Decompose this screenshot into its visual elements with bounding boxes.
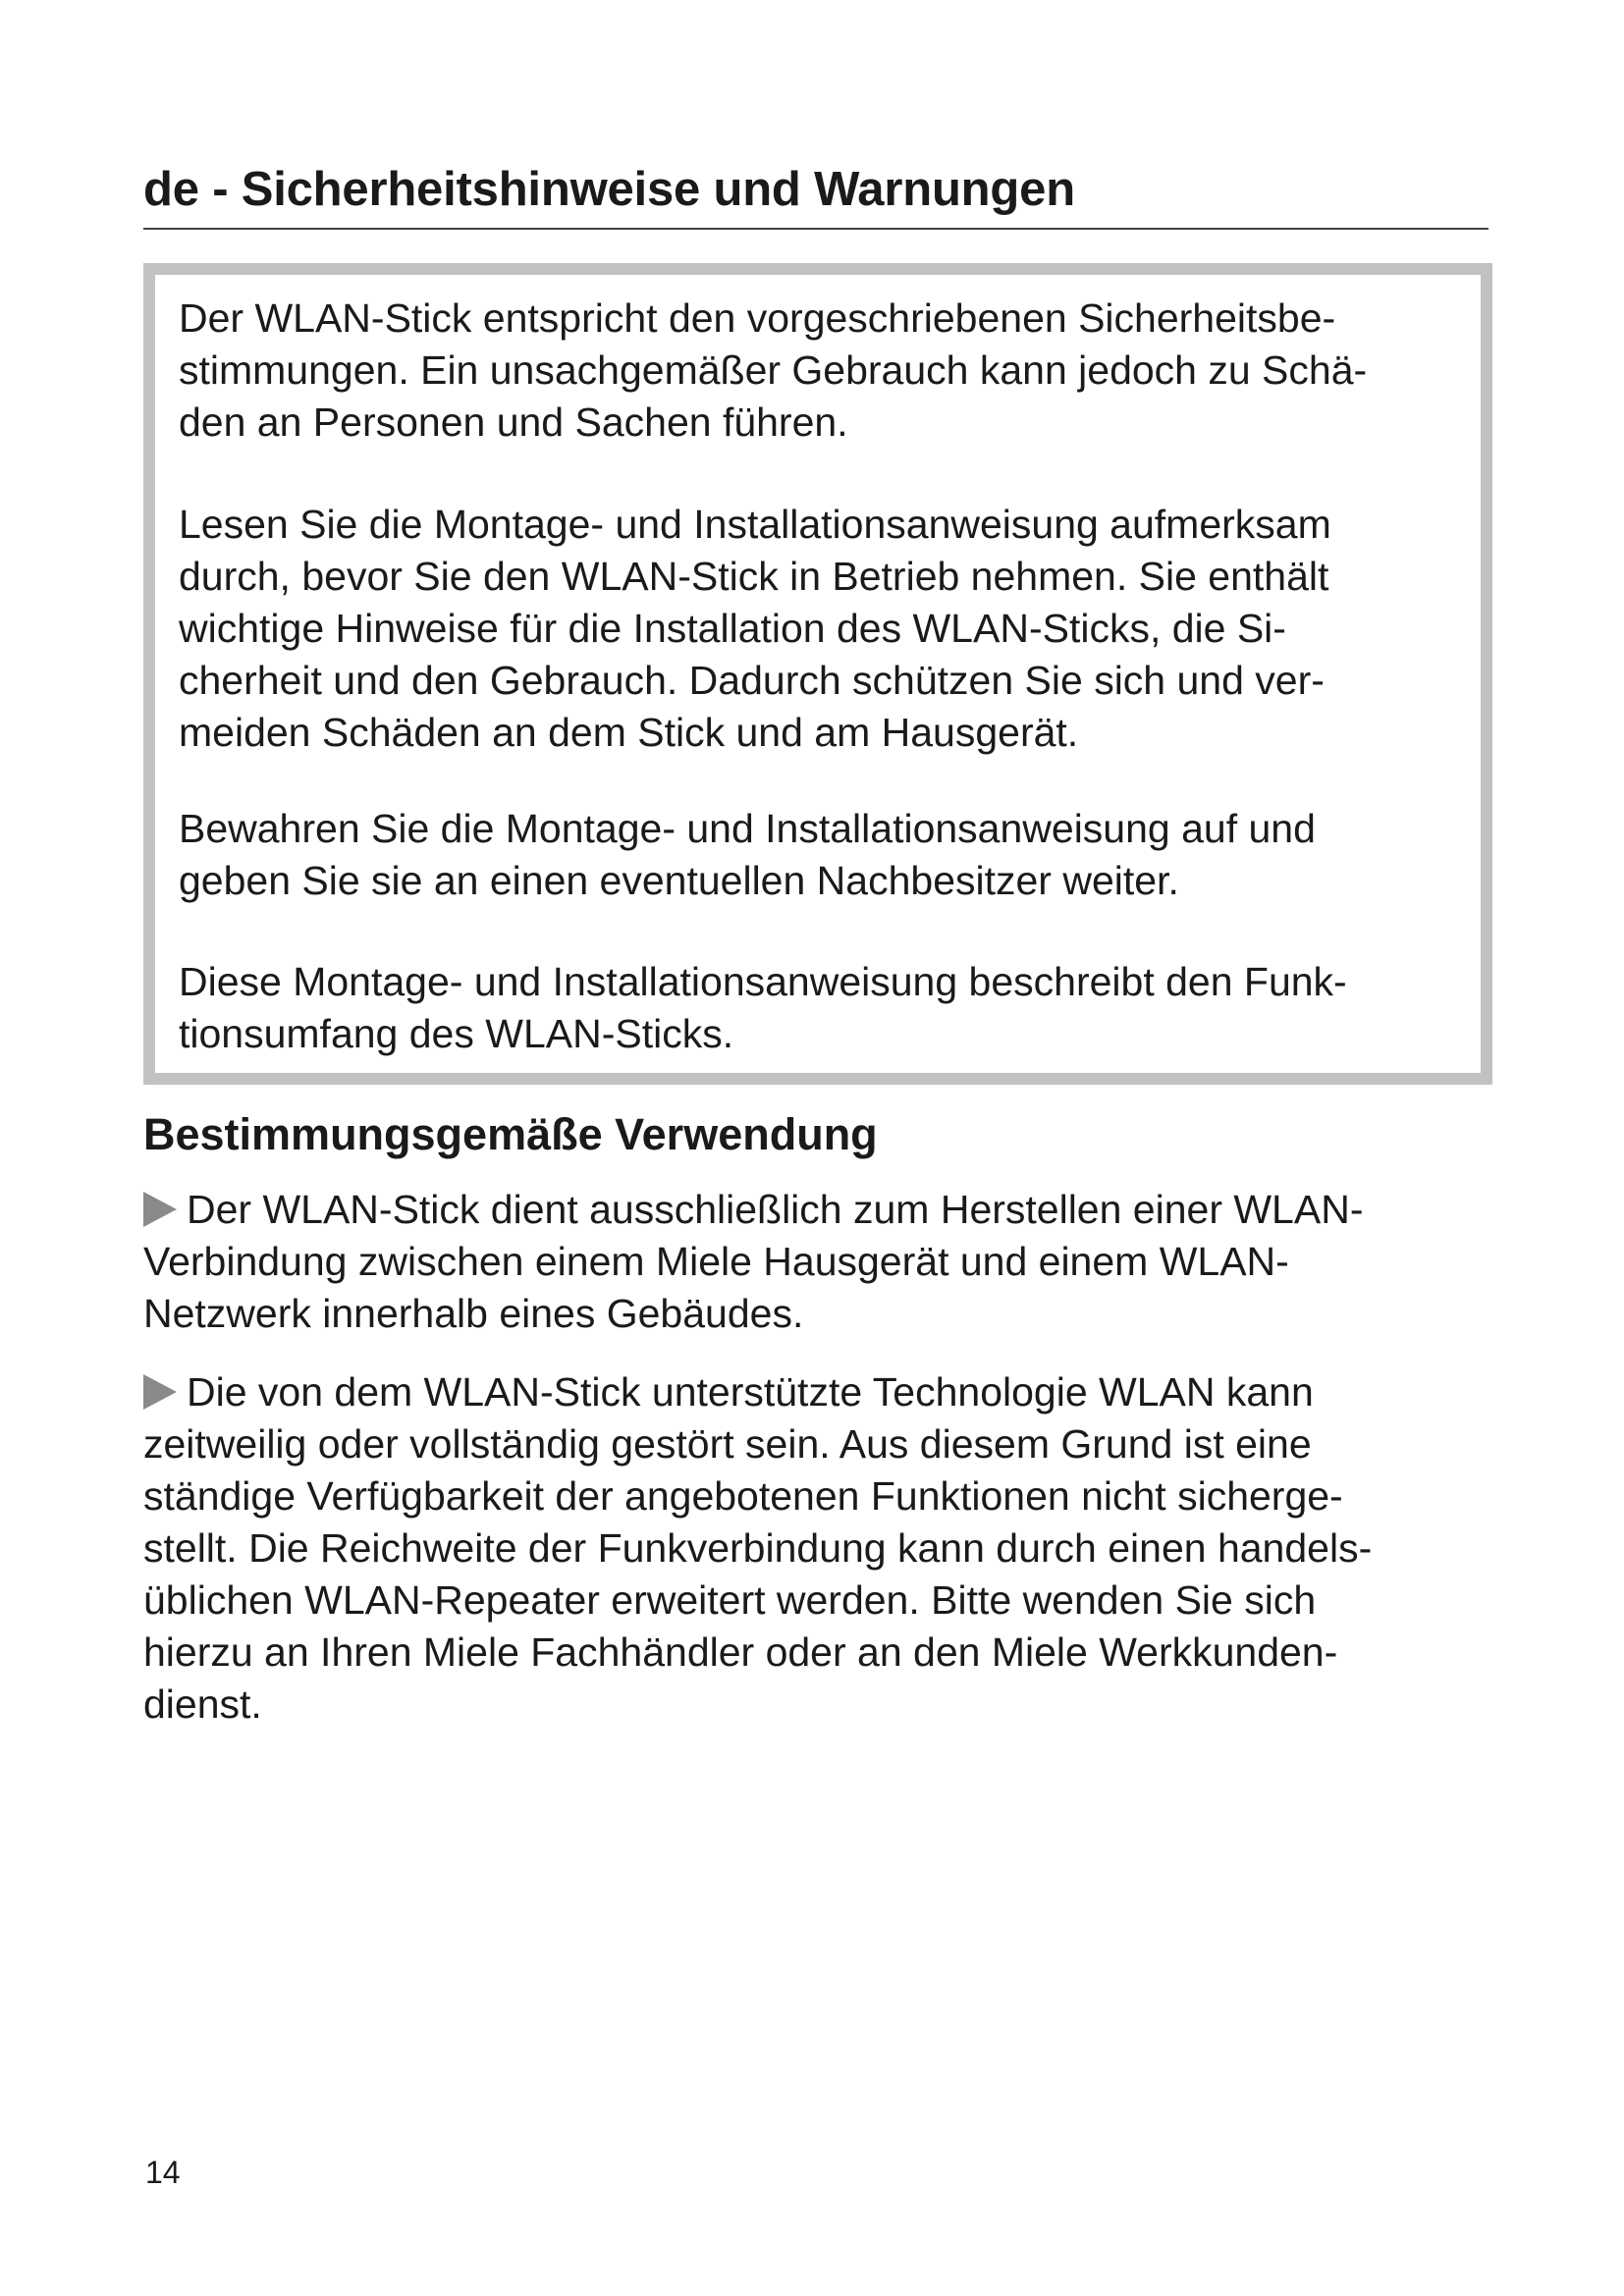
text-line: ständige Verfügbarkeit der angebotenen Funktionen nicht sicherge-: [143, 1473, 1343, 1519]
section-heading: Bestimmungsgemäße Verwendung: [143, 1109, 878, 1159]
text-line: Verbindung zwischen einem Miele Hausgerät und einem WLAN-: [143, 1239, 1289, 1284]
text-line: Der WLAN-Stick entspricht den vorgeschriebenen Sicherheitsbe-: [179, 295, 1336, 341]
text-line: hierzu an Ihren Miele Fachhändler oder an den Miele Werkkunden-: [143, 1629, 1338, 1675]
bullet-text: Der WLAN-Stick dient ausschließlich zum Herstellen einer WLAN-: [187, 1187, 1364, 1232]
notice-paragraph-1: [179, 293, 1367, 449]
bullet-text: Die von dem WLAN-Stick unterstützte Technologie WLAN kann: [187, 1369, 1314, 1415]
text-line: [143, 1366, 1372, 1418]
text-line: Lesen Sie die Montage- und Installationsanweisung aufmerksam: [179, 502, 1331, 547]
page-number: 14: [145, 2155, 181, 2190]
text-line: meiden Schäden an dem Stick und am Hausgerät.: [179, 710, 1079, 755]
play-triangle-icon: [143, 1374, 177, 1410]
text-line: den an Personen und Sachen führen.: [179, 400, 848, 445]
text-line: [143, 1184, 1363, 1236]
notice-paragraph-3: [179, 803, 1316, 907]
text-line: durch, bevor Sie den WLAN-Stick in Betrieb nehmen. Sie enthält: [179, 554, 1329, 599]
text-line: Netzwerk innerhalb eines Gebäudes.: [143, 1291, 804, 1336]
play-triangle-icon: [143, 1192, 177, 1227]
text-line: dienst.: [143, 1682, 262, 1727]
bullet-paragraph-1: [143, 1184, 1363, 1340]
text-line: stellt. Die Reichweite der Funkverbindung kann durch einen handels-: [143, 1525, 1373, 1571]
text-line: Diese Montage- und Installationsanweisung beschreibt den Funk-: [179, 959, 1347, 1004]
text-line: üblichen WLAN-Repeater erweitert werden. Bitte wenden Sie sich: [143, 1577, 1317, 1623]
page-title: de - Sicherheitshinweise und Warnungen: [143, 163, 1075, 216]
text-line: stimmungen. Ein unsachgemäßer Gebrauch kann jedoch zu Schä-: [179, 347, 1368, 393]
text-line: zeitweilig oder vollständig gestört sein. Aus diesem Grund ist eine: [143, 1421, 1312, 1467]
title-divider: [143, 228, 1489, 230]
notice-paragraph-4: [179, 956, 1347, 1060]
text-line: tionsumfang des WLAN-Sticks.: [179, 1011, 734, 1056]
text-line: Bewahren Sie die Montage- und Installationsanweisung auf und: [179, 806, 1316, 851]
bullet-paragraph-2: [143, 1366, 1372, 1731]
safety-notice-box: [143, 263, 1492, 1085]
notice-paragraph-2: [179, 499, 1331, 759]
text-line: cherheit und den Gebrauch. Dadurch schützen Sie sich und ver-: [179, 658, 1325, 703]
text-line: geben Sie sie an einen eventuellen Nachbesitzer weiter.: [179, 858, 1179, 903]
text-line: wichtige Hinweise für die Installation des WLAN-Sticks, die Si-: [179, 606, 1286, 651]
